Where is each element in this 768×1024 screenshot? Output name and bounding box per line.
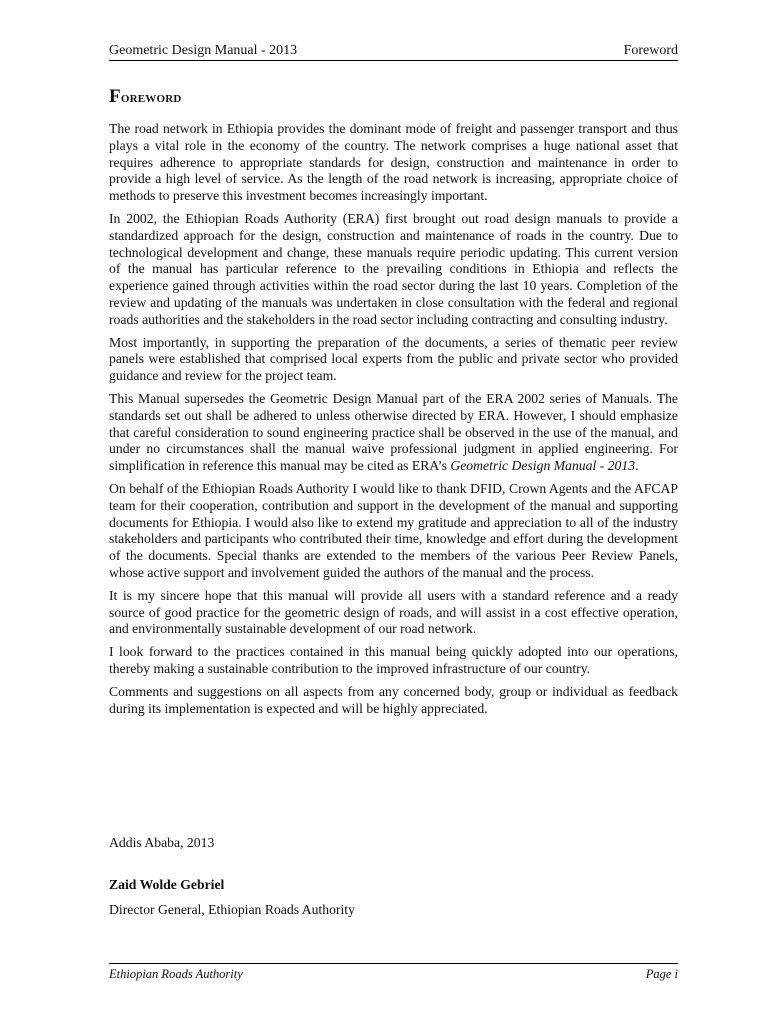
- header-section-name: Foreword: [623, 43, 678, 58]
- page-footer: [109, 963, 678, 984]
- header-manual-title: Geometric Design Manual - 2013: [109, 43, 298, 58]
- signer-position: Director General, Ethiopian Roads Authority: [109, 902, 355, 917]
- paragraph-5: On behalf of the Ethiopian Roads Authority I would like to thank DFID, Crown Agents and the AFCAP team for their cooperation, contribution and support in the development of the manual and supporting documents for Ethiopia. I would also like to extend my gratitude and appreciation to all of the industry stakeholders and participants who contributed their time, knowledge and effort during the development of the documents. Special thanks are extended to the members of the various Peer Review Panels, whose active support and involvement guided the authors of the manual and the process.: [109, 480, 678, 580]
- paragraph-2: In 2002, the Ethiopian Roads Authority (ERA) first brought out road design manuals to provide a standardized approach for the design, construction and maintenance of roads in the country. Due to technological development and change, these manuals require periodic updating. This current version of the manual has particular reference to the prevailing conditions in Ethiopia and reflects the experience gained through activities within the road sector during the last 10 years. Completion of the review and updating of the manuals was undertaken in close consultation with the federal and regional roads authorities and the stakeholders in the road sector including contracting and consulting industry.: [109, 210, 678, 327]
- paragraph-4: [109, 391, 678, 475]
- paragraph-6: It is my sincere hope that this manual will provide all users with a standard reference and a ready source of good practice for the geometric design of roads, and will assist in a cost effective operation, and environmentally sustainable development of our road network.: [109, 587, 678, 637]
- section-title: [109, 86, 182, 109]
- page-header: [109, 42, 678, 61]
- paragraph-4-end: .: [635, 458, 639, 474]
- cited-manual-title: Geometric Design Manual - 2013: [450, 458, 636, 474]
- foreword-body: [109, 121, 678, 723]
- footer-organization: Ethiopian Roads Authority: [109, 967, 243, 981]
- title-initial: F: [109, 86, 121, 107]
- paragraph-7: I look forward to the practices contained in this manual being quickly adopted into our operations, thereby making a sustainable contribution to the improved infrastructure of our country.: [109, 644, 678, 676]
- place-date: Addis Ababa, 2013: [109, 835, 215, 850]
- signer-name: Zaid Wolde Gebriel: [109, 877, 225, 892]
- paragraph-4-text: This Manual supersedes the Geometric Design Manual part of the ERA 2002 series of Manuals. The standards set out shall be adhered to unless otherwise directed by ERA. However, I should emphasize that careful consideration to sound engineering practice shall be observed in the use of the manual, and under no circumstances shall the manual waive professional judgment in applied engineering. For simplification in reference this manual may be cited as ERA’s: [109, 390, 678, 474]
- paragraph-1: The road network in Ethiopia provides the dominant mode of freight and passenger transport and thus plays a vital role in the economy of the country. The network comprises a huge national asset that requires adherence to appropriate standards for design, construction and maintenance in order to provide a high level of service. As the length of the road network is increasing, appropriate choice of methods to preserve this investment becomes increasingly important.: [109, 121, 678, 204]
- page-number: Page i: [645, 967, 678, 981]
- title-rest: oreword: [120, 89, 182, 106]
- paragraph-8: Comments and suggestions on all aspects from any concerned body, group or individual as feedback during its implementation is expected and will be highly appreciated.: [109, 683, 678, 716]
- paragraph-3: Most importantly, in supporting the preparation of the documents, a series of thematic peer review panels were established that comprised local experts from the public and private sector who provided guidance and review for the project team.: [109, 334, 678, 384]
